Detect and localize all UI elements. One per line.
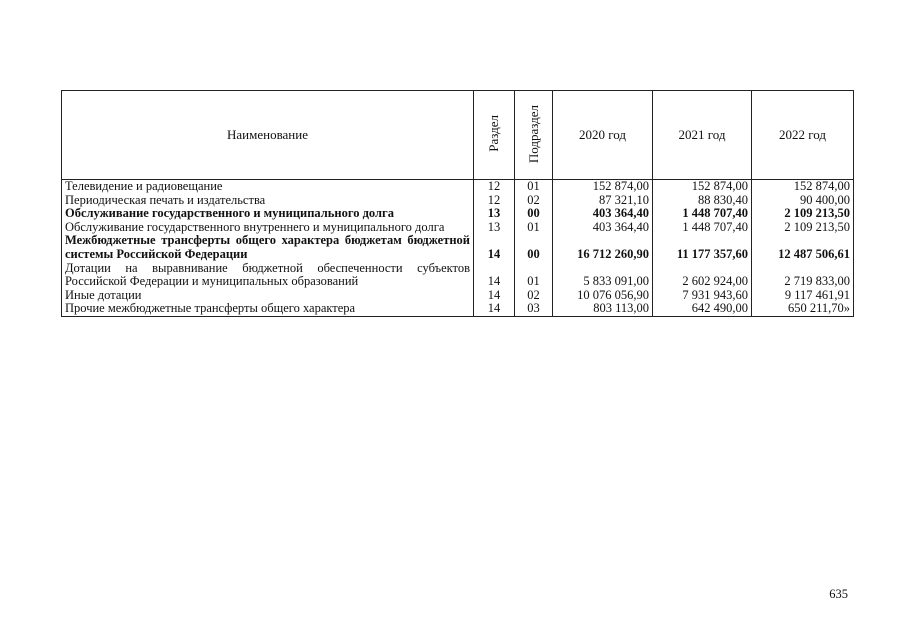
row-subsection: 01 xyxy=(515,262,553,289)
row-2021: 642 490,00 xyxy=(653,302,752,316)
table-row xyxy=(62,194,854,208)
row-2020: 16 712 260,90 xyxy=(553,234,653,261)
row-2020: 403 364,40 xyxy=(553,221,653,235)
table-row xyxy=(62,221,854,235)
row-name: Телевидение и радиовещание xyxy=(62,180,474,194)
row-section: 12 xyxy=(474,180,515,194)
row-2022: 2 109 213,50 xyxy=(752,221,854,235)
row-section: 14 xyxy=(474,289,515,303)
row-subsection: 02 xyxy=(515,194,553,208)
row-2021: 11 177 357,60 xyxy=(653,234,752,261)
row-2022: 2 109 213,50 xyxy=(752,207,854,221)
header-section-label: Раздел xyxy=(486,115,502,153)
row-section: 12 xyxy=(474,194,515,208)
row-2022: 9 117 461,91 xyxy=(752,289,854,303)
header-section xyxy=(474,91,515,180)
row-2022: 152 874,00 xyxy=(752,180,854,194)
table-row xyxy=(62,302,854,316)
table-header-row xyxy=(62,91,854,180)
row-section: 13 xyxy=(474,207,515,221)
row-2021: 88 830,40 xyxy=(653,194,752,208)
row-section: 14 xyxy=(474,262,515,289)
row-2020: 403 364,40 xyxy=(553,207,653,221)
row-section: 14 xyxy=(474,302,515,316)
row-subsection: 03 xyxy=(515,302,553,316)
row-section: 14 xyxy=(474,234,515,261)
table-row xyxy=(62,234,854,261)
row-subsection: 02 xyxy=(515,289,553,303)
row-name: Периодическая печать и издательства xyxy=(62,194,474,208)
row-2020: 5 833 091,00 xyxy=(553,262,653,289)
row-2022: 90 400,00 xyxy=(752,194,854,208)
header-name: Наименование xyxy=(62,91,474,180)
row-2021: 1 448 707,40 xyxy=(653,221,752,235)
row-2021: 152 874,00 xyxy=(653,180,752,194)
table-row xyxy=(62,207,854,221)
row-name: Дотации на выравнивание бюджетной обеспеченности субъектов Российской Федерации и муниципальных образований xyxy=(62,262,474,289)
row-2022: 2 719 833,00 xyxy=(752,262,854,289)
row-subsection: 00 xyxy=(515,207,553,221)
page-number: 635 xyxy=(829,587,848,601)
row-subsection: 01 xyxy=(515,221,553,235)
header-subsection xyxy=(515,91,553,180)
table-row xyxy=(62,180,854,194)
row-2022: 650 211,70» xyxy=(752,302,854,316)
row-2020: 803 113,00 xyxy=(553,302,653,316)
row-2021: 7 931 943,60 xyxy=(653,289,752,303)
header-2022: 2022 год xyxy=(752,91,854,180)
row-2020: 10 076 056,90 xyxy=(553,289,653,303)
row-name: Иные дотации xyxy=(62,289,474,303)
row-2020: 87 321,10 xyxy=(553,194,653,208)
row-name: Обслуживание государственного внутреннего и муниципального долга xyxy=(62,221,474,235)
row-subsection: 00 xyxy=(515,234,553,261)
row-2020: 152 874,00 xyxy=(553,180,653,194)
table-row xyxy=(62,289,854,303)
row-2022: 12 487 506,61 xyxy=(752,234,854,261)
budget-table xyxy=(61,90,854,317)
row-section: 13 xyxy=(474,221,515,235)
row-name: Обслуживание государственного и муниципального долга xyxy=(62,207,474,221)
header-2021: 2021 год xyxy=(653,91,752,180)
table-row xyxy=(62,262,854,289)
row-name: Прочие межбюджетные трансферты общего характера xyxy=(62,302,474,316)
row-name: Межбюджетные трансферты общего характера бюджетам бюджетной системы Российской Федерации xyxy=(62,234,474,261)
row-2021: 2 602 924,00 xyxy=(653,262,752,289)
header-subsection-label: Подраздел xyxy=(525,104,541,163)
header-2020: 2020 год xyxy=(553,91,653,180)
row-subsection: 01 xyxy=(515,180,553,194)
row-2021: 1 448 707,40 xyxy=(653,207,752,221)
